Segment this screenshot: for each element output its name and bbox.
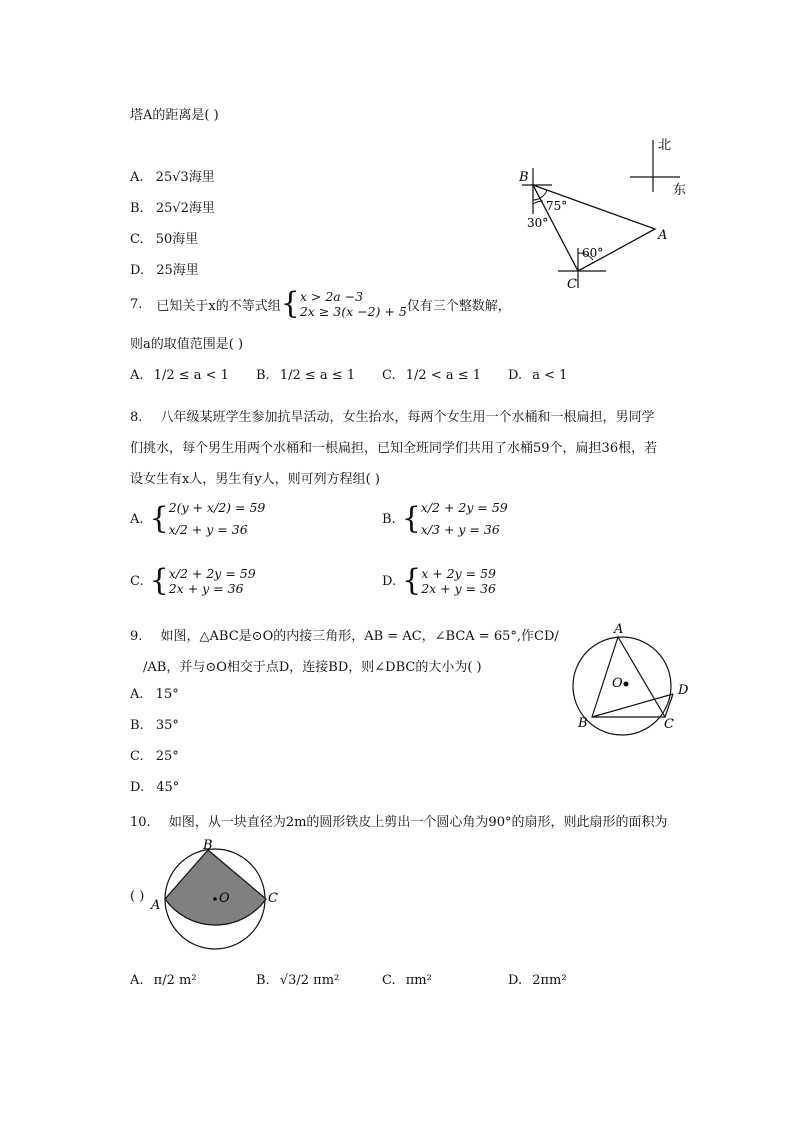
sector-shaded bbox=[165, 850, 266, 925]
option-label: A. bbox=[130, 973, 144, 988]
segment-bd bbox=[592, 694, 673, 717]
option-label: A. bbox=[130, 687, 144, 702]
point-c-label: C bbox=[664, 717, 674, 732]
option-label: C. bbox=[382, 368, 396, 383]
point-a-label: A bbox=[151, 898, 161, 913]
q7-option-d[interactable] bbox=[508, 368, 567, 383]
point-o-label: O bbox=[612, 676, 623, 691]
option-value: 35° bbox=[155, 718, 179, 733]
angle-arc-b-east bbox=[533, 190, 547, 200]
option-eq1: x + 2y = 59 bbox=[421, 566, 496, 581]
point-b-label: B bbox=[203, 838, 213, 853]
q8-option-c[interactable]: C. { x/2 + 2y = 59 2x + y = 36 bbox=[130, 563, 256, 598]
option-value: 50海里 bbox=[155, 232, 199, 247]
q9-option-d[interactable] bbox=[130, 780, 179, 795]
q8-option-b[interactable]: B. { x/2 + 2y = 59 x/3 + y = 36 bbox=[382, 497, 508, 541]
option-value: 25√2海里 bbox=[155, 201, 215, 216]
option-label: B. bbox=[256, 973, 270, 988]
point-d-label: D bbox=[678, 683, 689, 698]
option-label: A. bbox=[130, 368, 144, 383]
q9-stem-text-1: 如图，△ABC是⊙O的内接三角形，AB = AC，∠BCA = 65°,作CD/ bbox=[160, 629, 559, 644]
q7-option-c[interactable] bbox=[382, 368, 481, 383]
q10-stem-text-1: 如图，从一块直径为2m的圆形铁皮上剪出一个圆心角为90°的扇形，则此扇形的面积为 bbox=[168, 815, 668, 830]
q7-inequality-system: { x > 2a −3 2x ≥ 3(x −2) + 5 bbox=[280, 286, 407, 321]
q6-option-b[interactable] bbox=[130, 197, 215, 216]
q9-stem-line2: /AB，并与⊙O相交于点D，连接BD，则∠DBC的大小为( ) bbox=[143, 660, 482, 675]
compass-north-label: 北 bbox=[658, 138, 672, 153]
option-label: C. bbox=[130, 232, 144, 247]
angle-75-label: 75° bbox=[546, 199, 568, 213]
option-eq2: 2x + y = 36 bbox=[421, 581, 496, 596]
q10-figure bbox=[150, 836, 290, 958]
q8-stem-line2: 们挑水，每个男生用两个水桶和一根扁担，已知全班同学们共用了水桶59个，扁担36根，若 bbox=[130, 441, 658, 456]
option-label: D. bbox=[508, 368, 523, 383]
option-value: 45° bbox=[156, 780, 180, 795]
option-value: 25海里 bbox=[156, 263, 199, 278]
point-o-label: O bbox=[219, 891, 230, 906]
option-value: √3/2 πm² bbox=[279, 973, 340, 988]
q6-figure bbox=[500, 130, 710, 295]
q8-number: 8. bbox=[130, 410, 143, 425]
q7-stem bbox=[130, 286, 511, 321]
center-point bbox=[213, 897, 217, 901]
option-label: C. bbox=[382, 973, 396, 988]
option-label: D. bbox=[382, 573, 397, 589]
q10-stem-line2: ( ) bbox=[130, 889, 145, 904]
option-value: 1/2 ≤ a < 1 bbox=[153, 368, 229, 383]
option-label: B. bbox=[130, 718, 144, 733]
q7-inequality-2: 2x ≥ 3(x −2) + 5 bbox=[299, 304, 407, 319]
option-label: B. bbox=[382, 511, 396, 527]
point-b-label: B bbox=[519, 170, 529, 185]
q10-option-a[interactable] bbox=[130, 973, 197, 988]
q10-option-d[interactable] bbox=[508, 973, 567, 988]
option-eq2: 2x + y = 36 bbox=[168, 581, 244, 596]
option-value: 15° bbox=[155, 687, 179, 702]
point-a-label: A bbox=[614, 622, 624, 637]
segment-cd bbox=[665, 694, 673, 717]
q10-option-c[interactable] bbox=[382, 973, 432, 988]
q7-inequality-1: x > 2a −3 bbox=[299, 289, 364, 304]
option-label: A. bbox=[130, 170, 144, 185]
option-eq1: 2(y + x/2) = 59 bbox=[168, 500, 266, 515]
q6-option-c[interactable] bbox=[130, 228, 198, 247]
q10-stem-line1 bbox=[130, 811, 667, 830]
q6-option-d[interactable] bbox=[130, 259, 199, 278]
q9-option-c[interactable] bbox=[130, 749, 179, 764]
point-a-label: A bbox=[658, 228, 668, 243]
option-value: 1/2 ≤ a ≤ 1 bbox=[279, 368, 356, 383]
option-label: D. bbox=[130, 263, 145, 278]
option-label: C. bbox=[130, 573, 144, 589]
q7-number: 7. bbox=[130, 296, 143, 312]
point-c-label: C bbox=[567, 277, 577, 292]
q9-figure bbox=[570, 620, 700, 745]
q10-option-b[interactable] bbox=[256, 973, 339, 988]
point-b-label: B bbox=[578, 716, 588, 731]
option-label: D. bbox=[130, 780, 145, 795]
option-value: π/2 m² bbox=[153, 973, 197, 988]
q9-option-b[interactable] bbox=[130, 718, 179, 733]
option-eq1: x/2 + 2y = 59 bbox=[168, 566, 256, 581]
option-label: B. bbox=[130, 201, 144, 216]
angle-30-label: 30° bbox=[527, 216, 549, 230]
option-label: B. bbox=[256, 368, 270, 383]
q8-stem-line3: 设女生有x人，男生有y人，则可列方程组( ) bbox=[130, 472, 380, 487]
compass-east-label: 东 bbox=[673, 183, 687, 198]
q10-number: 10. bbox=[130, 815, 151, 830]
q7-stem-after: 仅有三个整数解， bbox=[406, 298, 511, 314]
angle-60-label: 60° bbox=[582, 246, 604, 260]
q8-stem-line1 bbox=[130, 406, 655, 425]
option-label: A. bbox=[130, 511, 144, 527]
q7-stem-line2: 则a的取值范围是( ) bbox=[130, 337, 244, 352]
option-eq1: x/2 + 2y = 59 bbox=[420, 500, 508, 515]
option-value: 25√3海里 bbox=[155, 170, 215, 185]
point-c-label: C bbox=[268, 891, 278, 906]
option-label: C. bbox=[130, 749, 144, 764]
option-value: πm² bbox=[405, 973, 432, 988]
center-point bbox=[624, 682, 629, 687]
option-eq2: x/2 + y = 36 bbox=[168, 522, 248, 537]
q6-stem-tail: 塔A的距离是( ) bbox=[130, 108, 219, 123]
q7-option-a[interactable] bbox=[130, 368, 229, 383]
q9-number: 9. bbox=[130, 629, 143, 644]
q8-option-a[interactable]: A. { 2(y + x/2) = 59 x/2 + y = 36 bbox=[130, 497, 265, 541]
q7-option-b[interactable] bbox=[256, 368, 355, 383]
option-label: D. bbox=[508, 973, 523, 988]
q8-stem-text-1: 八年级某班学生参加抗旱活动，女生抬水，每两个女生用一个水桶和一根扁担，男同学 bbox=[160, 410, 655, 425]
q8-option-d[interactable]: D. { x + 2y = 59 2x + y = 36 bbox=[382, 563, 496, 598]
q9-option-a[interactable] bbox=[130, 687, 179, 702]
q9-stem-line1 bbox=[130, 625, 559, 644]
option-value: 25° bbox=[155, 749, 179, 764]
q6-option-a[interactable] bbox=[130, 166, 215, 185]
option-value: a < 1 bbox=[532, 368, 568, 383]
option-value: 1/2 < a ≤ 1 bbox=[405, 368, 482, 383]
q7-stem-before: 已知关于x的不等式组 bbox=[156, 298, 281, 314]
option-eq2: x/3 + y = 36 bbox=[420, 522, 500, 537]
option-value: 2πm² bbox=[532, 973, 567, 988]
